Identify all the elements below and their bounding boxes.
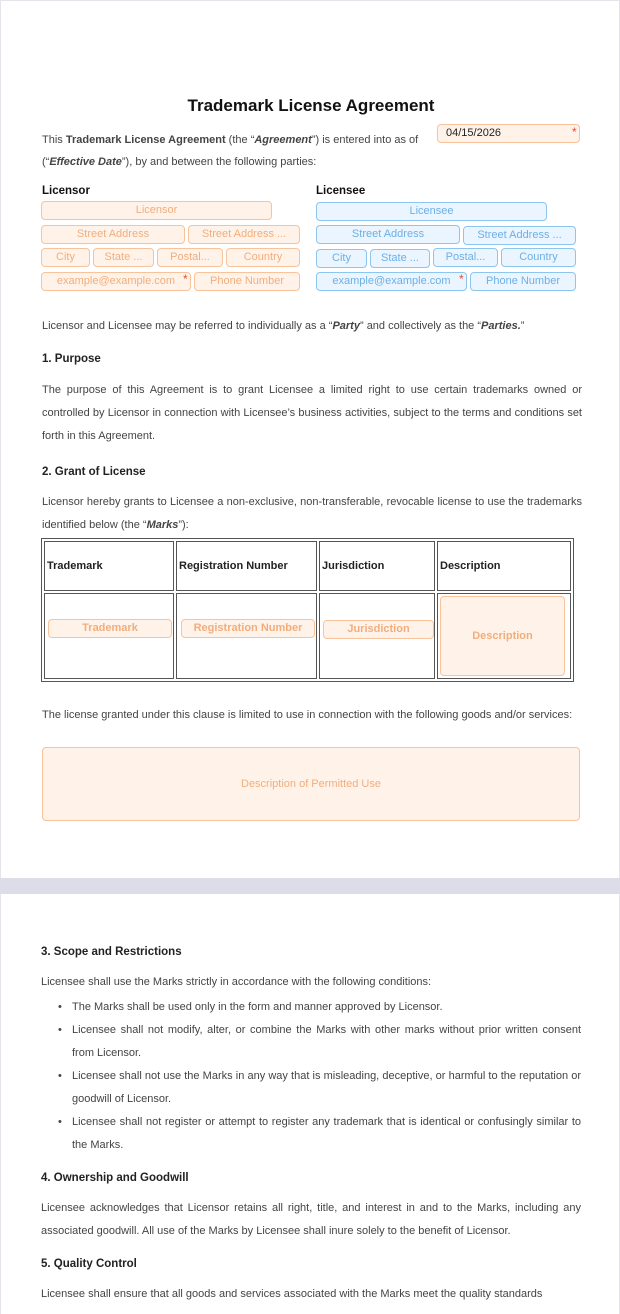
table-row <box>44 593 571 679</box>
table-cell <box>319 593 435 679</box>
section-grant-text: Licensor hereby grants to Licensee a non-exclusive, non-transferable, revocable license to use the trademarks identified below (the “Marks”): <box>42 496 582 531</box>
licensor-phone-field[interactable]: Phone Number <box>194 272 300 291</box>
list-item: • The Marks shall be used only in the form and manner approved by Licensor. <box>72 996 581 1019</box>
licensee-street-field[interactable]: Street Address <box>316 225 460 244</box>
required-marker: * <box>572 125 577 139</box>
section-purpose-heading: 1. Purpose <box>42 353 101 365</box>
licensor-city-field[interactable]: City <box>41 248 90 267</box>
licensor-country-field[interactable]: Country <box>226 248 300 267</box>
licensee-state-field[interactable]: State ... <box>370 249 430 268</box>
table-cell <box>44 593 174 679</box>
intro-paragraph: This Trademark License Agreement (the “Agreement”) is entered into as of <box>42 134 419 146</box>
document-title: Trademark License Agreement <box>187 96 435 115</box>
effective-date-field[interactable]: 04/15/2026 <box>437 124 580 143</box>
licensor-street-field[interactable]: Street Address <box>41 225 185 244</box>
intro-paragraph-cont: (“Effective Date”), by and between the following parties: <box>42 156 317 168</box>
table-cell <box>437 593 571 679</box>
table-header-trademark: Trademark <box>44 541 174 591</box>
licensee-city-field[interactable]: City <box>316 249 367 268</box>
registration-number-field[interactable]: Registration Number <box>181 619 315 638</box>
section-scope-intro: Licensee shall use the Marks strictly in accordance with the following conditions: <box>41 976 432 988</box>
licensee-name-field[interactable]: Licensee <box>316 202 547 221</box>
licensor-heading: Licensor <box>42 185 90 197</box>
section-quality-heading: 5. Quality Control <box>41 1258 137 1270</box>
permitted-use-field[interactable]: Description of Permitted Use <box>42 747 580 821</box>
table-header-description: Description <box>437 541 571 591</box>
licensor-state-field[interactable]: State ... <box>93 248 154 267</box>
list-item: • Licensee shall not modify, alter, or combine the Marks with other marks without prior written consent from Licensor. <box>72 1019 581 1065</box>
required-marker: * <box>459 272 464 286</box>
licensor-street2-field[interactable]: Street Address ... <box>188 225 300 244</box>
licensor-name-field[interactable]: Licensor <box>41 201 272 220</box>
section-scope-heading: 3. Scope and Restrictions <box>41 946 182 958</box>
permitted-use-text: The license granted under this clause is limited to use in connection with the following goods and/or services: <box>42 709 573 721</box>
licensor-email-field[interactable]: example@example.com <box>41 272 191 291</box>
section-purpose-text: The purpose of this Agreement is to grant Licensee a limited right to use certain trademarks owned or controlled by Licensor in connection with Licensee’s business activities, subject to the terms and conditions set forth in this Agreement. <box>42 384 582 442</box>
table-header-registration: Registration Number <box>176 541 317 591</box>
licensee-street2-field[interactable]: Street Address ... <box>463 226 576 245</box>
table-cell <box>176 593 317 679</box>
parties-paragraph: Licensor and Licensee may be referred to individually as a “Party” and collectively as the “Parties.” <box>42 320 525 332</box>
description-field[interactable]: Description <box>440 596 565 676</box>
licensee-email-field[interactable]: example@example.com <box>316 272 467 291</box>
section-ownership-text: Licensee acknowledges that Licensor retains all right, title, and interest in and to the Marks, including any associated goodwill. All use of the Marks by Licensee shall inure solely to the benefit of Licensor. <box>41 1202 581 1237</box>
section-grant-heading: 2. Grant of License <box>42 466 146 478</box>
jurisdiction-field[interactable]: Jurisdiction <box>323 620 434 639</box>
licensor-postal-field[interactable]: Postal... <box>157 248 223 267</box>
marks-table <box>41 538 574 682</box>
section-ownership-heading: 4. Ownership and Goodwill <box>41 1172 189 1184</box>
scope-bullet-list <box>72 996 581 1157</box>
table-header-jurisdiction: Jurisdiction <box>319 541 435 591</box>
licensee-phone-field[interactable]: Phone Number <box>470 272 576 291</box>
section-quality-text: Licensee shall ensure that all goods and services associated with the Marks meet the quality standards <box>41 1288 543 1300</box>
page-separator <box>0 878 620 894</box>
required-marker: * <box>183 272 188 286</box>
licensee-postal-field[interactable]: Postal... <box>433 248 498 267</box>
list-item: • Licensee shall not register or attempt to register any trademark that is identical or confusingly similar to the Marks. <box>72 1111 581 1157</box>
table-header-row <box>44 541 571 591</box>
trademark-field[interactable]: Trademark <box>48 619 172 638</box>
licensee-heading: Licensee <box>316 185 366 197</box>
list-item: • Licensee shall not use the Marks in any way that is misleading, deceptive, or harmful to the reputation or goodwill of Licensor. <box>72 1065 581 1111</box>
licensee-country-field[interactable]: Country <box>501 248 576 267</box>
